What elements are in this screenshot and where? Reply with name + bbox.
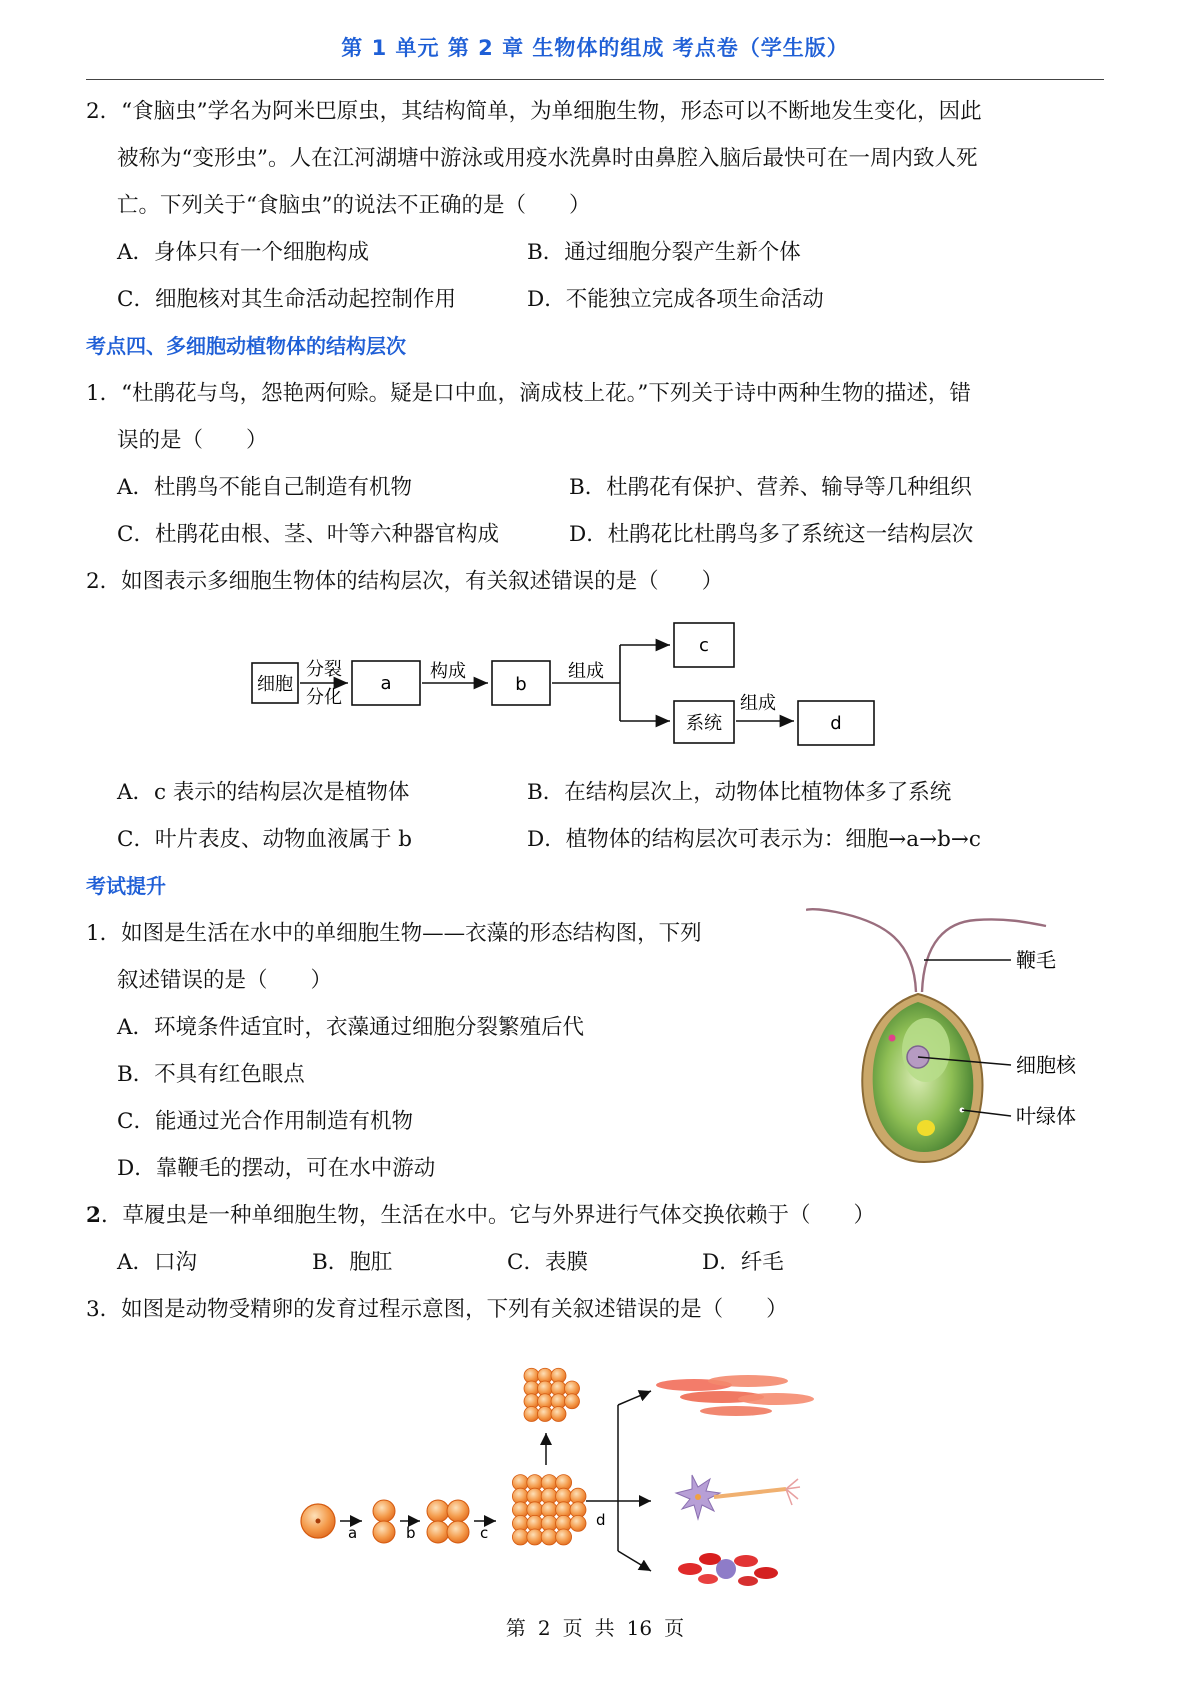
option-c[interactable]: C．表膜 xyxy=(507,1250,588,1275)
option-a[interactable]: A．c 表示的结构层次是植物体 xyxy=(117,780,410,805)
question-amoeba xyxy=(86,88,1106,323)
muscle-tissue xyxy=(656,1375,814,1416)
section-heading: 考试提升 xyxy=(86,874,166,898)
label-a: a xyxy=(348,1524,358,1542)
development-figure xyxy=(86,1333,1106,1593)
flagellum-left xyxy=(806,909,916,992)
neuron-nucleus xyxy=(695,1494,701,1500)
option-row xyxy=(86,464,1106,511)
option-b[interactable]: B．胞肛 xyxy=(312,1250,393,1275)
arrow-label-compose-2: 组成 xyxy=(740,693,776,714)
option-c[interactable]: C．细胞核对其生命活动起控制作用 xyxy=(117,287,456,312)
question-text-line: 2．“食脑虫”学名为阿米巴原虫，其结构简单，为单细胞生物，形态可以不断地发生变化，因此 xyxy=(86,99,982,124)
neuron xyxy=(676,1475,800,1519)
zygote-nucleus xyxy=(316,1519,321,1524)
red-blood-cell xyxy=(698,1574,718,1584)
footer-part: 页 xyxy=(664,1616,685,1640)
option-a[interactable]: A．身体只有一个细胞构成 xyxy=(117,240,370,265)
label-flagellum: 鞭毛 xyxy=(1016,948,1056,972)
option-row xyxy=(86,769,1106,816)
footer-part: 共 xyxy=(594,1616,615,1640)
system-label: 系统 xyxy=(686,713,722,734)
section-heading: 考点四、多细胞动植物体的结构层次 xyxy=(86,334,406,358)
option-d[interactable]: D．纤毛 xyxy=(702,1250,784,1275)
label-d: d xyxy=(596,1511,606,1529)
white-blood-cell xyxy=(716,1559,736,1579)
option-d[interactable]: D．植物体的结构层次可表示为：细胞→a→b→c xyxy=(527,827,981,852)
four-cell-stage-cell xyxy=(427,1521,449,1543)
option-row xyxy=(86,276,1106,323)
option-a[interactable]: A．环境条件适宜时，衣藻通过细胞分裂繁殖后代 xyxy=(117,1015,585,1040)
footer-part: 页 xyxy=(562,1616,583,1640)
two-cell-stage-cell xyxy=(373,1521,395,1543)
header-divider xyxy=(86,79,1104,80)
question-text-line: 1．如图是生活在水中的单细胞生物——衣藻的形态结构图，下列 xyxy=(86,921,702,946)
cluster-cell xyxy=(570,1515,586,1531)
red-blood-cell xyxy=(699,1553,721,1565)
option-row xyxy=(86,816,1106,863)
document-body xyxy=(86,88,1106,1599)
option-d[interactable]: D．靠鞭毛的摆动，可在水中游动 xyxy=(117,1156,436,1181)
red-blood-cell xyxy=(678,1563,702,1575)
muscle-cell xyxy=(738,1393,814,1405)
box-c-label: c xyxy=(699,635,709,656)
cluster-cell xyxy=(541,1529,557,1545)
four-cell-stage-cell xyxy=(427,1500,449,1522)
red-blood-cell xyxy=(734,1555,758,1567)
label-b: b xyxy=(406,1524,416,1542)
question-number: 2 xyxy=(86,1203,101,1228)
hierarchy-svg xyxy=(86,605,1106,769)
starch-body-shape xyxy=(917,1120,935,1136)
option-c[interactable]: C．叶片表皮、动物血液属于 b xyxy=(117,827,413,852)
question-text-line: 亡。下列关于“食脑虫”的说法不正确的是（ ） xyxy=(117,193,591,218)
box-a-label: a xyxy=(380,673,392,694)
option-row xyxy=(86,1239,1106,1286)
two-cell-stage-cell xyxy=(373,1500,395,1522)
question-up-1 xyxy=(86,910,1106,1192)
option-row xyxy=(86,511,1106,558)
option-b[interactable]: B．在结构层次上，动物体比植物体多了系统 xyxy=(527,780,952,805)
cell-cluster xyxy=(512,1475,586,1545)
four-cell-stage-cell xyxy=(447,1521,469,1543)
arrow-d-top xyxy=(618,1391,651,1405)
arrow-label-compose: 组成 xyxy=(568,661,604,682)
question-text-line: 2．如图表示多细胞生物体的结构层次，有关叙述错误的是（ ） xyxy=(86,569,724,594)
label-c: c xyxy=(480,1524,489,1542)
cluster-cell xyxy=(538,1407,553,1422)
red-blood-cell xyxy=(738,1576,758,1586)
option-c[interactable]: C．杜鹃花由根、茎、叶等六种器官构成 xyxy=(117,522,499,547)
page-title: 第 1 单元 第 2 章 生物体的组成 考点卷（学生版） xyxy=(341,36,849,60)
question-up-2 xyxy=(86,1192,1106,1286)
option-b[interactable]: B．通过细胞分裂产生新个体 xyxy=(527,240,801,265)
footer-total-pages: 16 xyxy=(626,1616,653,1640)
chlamydomonas-figure xyxy=(806,882,1106,1172)
footer-page-number: 2 xyxy=(537,1616,551,1640)
structure-hierarchy-diagram xyxy=(86,605,1106,769)
arrow-label-form: 构成 xyxy=(430,661,466,682)
label-chloroplast: 叶绿体 xyxy=(1016,1104,1076,1128)
option-b[interactable]: B．杜鹃花有保护、营养、输导等几种组织 xyxy=(569,475,972,500)
question-text-line xyxy=(86,1192,1106,1239)
option-row xyxy=(86,229,1106,276)
cell-cluster-top xyxy=(524,1368,580,1421)
cluster-cell xyxy=(565,1394,580,1409)
question-text-line: 3．如图是动物受精卵的发育过程示意图，下列有关叙述错误的是（ ） xyxy=(86,1297,788,1322)
blood-cells xyxy=(678,1553,778,1586)
muscle-cell xyxy=(708,1375,788,1387)
arrow-d-bottom xyxy=(618,1551,651,1571)
cluster-cell xyxy=(556,1529,572,1545)
question-text: ．草履虫是一种单细胞生物，生活在水中。它与外界进行气体交换依赖于（ ） xyxy=(100,1203,875,1228)
option-b[interactable]: B．不具有红色眼点 xyxy=(117,1062,305,1087)
cell-label: 细胞 xyxy=(257,674,293,695)
neuron-axon xyxy=(714,1489,786,1497)
question-up-3 xyxy=(86,1286,1106,1599)
option-a[interactable]: A．杜鹃鸟不能自己制造有机物 xyxy=(117,475,413,500)
box-b-label: b xyxy=(515,674,527,695)
option-d[interactable]: D．不能独立完成各项生命活动 xyxy=(527,287,824,312)
question-4-2 xyxy=(86,558,1106,863)
cluster-cell xyxy=(512,1529,528,1545)
page-footer xyxy=(0,1612,1190,1641)
eyespot-shape xyxy=(889,1035,896,1042)
red-blood-cell xyxy=(754,1567,778,1579)
question-4-1 xyxy=(86,370,1106,558)
arrow-label-divide: 分裂 xyxy=(306,659,342,680)
option-c[interactable]: C．能通过光合作用制造有机物 xyxy=(117,1109,413,1134)
option-d[interactable]: D．杜鹃花比杜鹃鸟多了系统这一结构层次 xyxy=(569,522,974,547)
cluster-cell xyxy=(524,1407,539,1422)
axon-terminal xyxy=(786,1479,800,1505)
question-text-line: 叙述错误的是（ ） xyxy=(117,968,333,993)
box-d-label: d xyxy=(830,713,842,734)
arrow-label-differentiate: 分化 xyxy=(306,687,342,708)
question-text-line: 1．“杜鹃花与鸟，怨艳两何赊。疑是口中血，滴成枝上花。”下列关于诗中两种生物的描述，错 xyxy=(86,381,971,406)
cluster-cell xyxy=(527,1529,543,1545)
label-nucleus: 细胞核 xyxy=(1016,1053,1076,1077)
option-a[interactable]: A．口沟 xyxy=(117,1250,198,1275)
question-text-line: 被称为“变形虫”。人在江河湖塘中游泳或用疫水洗鼻时由鼻腔入脑后最快可在一周内致人死 xyxy=(117,146,978,171)
cluster-cell xyxy=(551,1407,566,1422)
question-text-line: 误的是（ ） xyxy=(117,428,268,453)
muscle-cell xyxy=(700,1406,772,1416)
four-cell-stage-cell xyxy=(447,1500,469,1522)
footer-part: 第 xyxy=(505,1616,526,1640)
